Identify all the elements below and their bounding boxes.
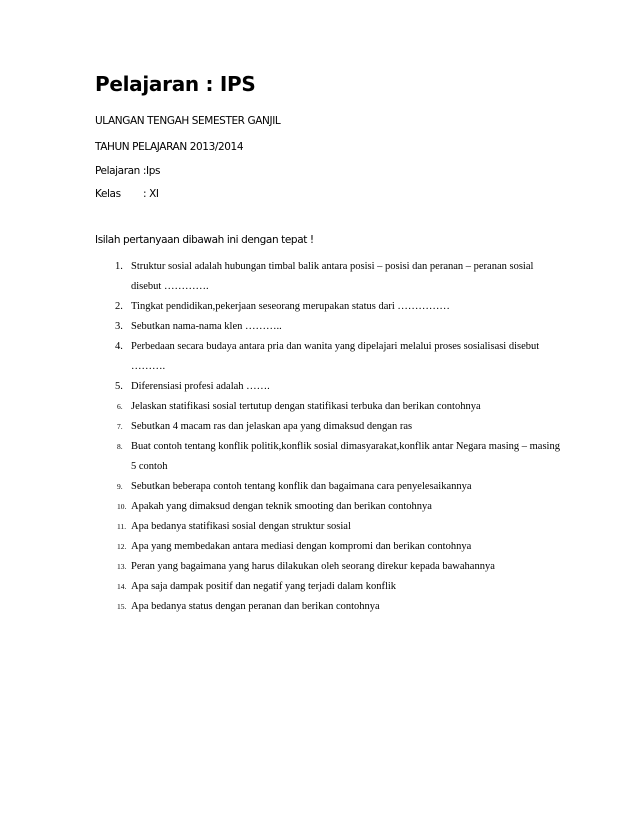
- question-number: 5.: [115, 381, 123, 392]
- question-text: Struktur sosial adalah hubungan timbal balik antara posisi – posisi dan peranan – peranan sosial disebut ………….: [131, 261, 534, 292]
- question-number: 7.: [117, 422, 123, 431]
- question-number: 13.: [117, 562, 127, 571]
- question-item: [95, 397, 565, 417]
- question-item: [95, 377, 565, 397]
- question-number: 9.: [117, 482, 123, 491]
- question-item: [95, 597, 565, 617]
- question-text: Apa bedanya status dengan peranan dan berikan contohnya: [131, 601, 380, 612]
- question-number: 8.: [117, 442, 123, 451]
- question-item: [95, 297, 565, 317]
- question-item: [95, 517, 565, 537]
- question-number: 4.: [115, 341, 123, 352]
- question-number: 6.: [117, 402, 123, 411]
- question-number: 14.: [117, 582, 127, 591]
- question-item: [95, 477, 565, 497]
- question-text: Apa saja dampak positif dan negatif yang terjadi dalam konflik: [131, 581, 397, 592]
- question-number: 11.: [117, 522, 127, 531]
- question-item: [95, 437, 565, 477]
- question-text: Sebutkan nama-nama klen ………..: [131, 321, 282, 332]
- class-label: Kelas: [95, 188, 121, 200]
- question-number: 3.: [115, 321, 123, 332]
- subject-line: Pelajaran :Ips: [95, 165, 161, 177]
- question-text: Jelaskan statifikasi sosial tertutup dengan statifikasi terbuka dan berikan contohnya: [131, 401, 481, 412]
- question-number: 1.: [115, 261, 123, 272]
- question-text: Peran yang bagaimana yang harus dilakukan oleh seorang direkur kepada bawahannya: [131, 561, 495, 572]
- question-item: [95, 537, 565, 557]
- question-text: Sebutkan 4 macam ras dan jelaskan apa yang dimaksud dengan ras: [131, 421, 413, 432]
- question-number: 15.: [117, 602, 127, 611]
- academic-year: TAHUN PELAJARAN 2013/2014: [95, 141, 244, 153]
- document-title: Pelajaran : IPS: [95, 72, 256, 96]
- question-item: [95, 337, 565, 377]
- class-value: : XI: [143, 188, 159, 200]
- question-text: Sebutkan beberapa contoh tentang konflik dan bagaimana cara penyelesaikannya: [131, 481, 472, 492]
- question-item: [95, 497, 565, 517]
- exam-name: ULANGAN TENGAH SEMESTER GANJIL: [95, 115, 281, 127]
- question-item: [95, 417, 565, 437]
- question-item: [95, 317, 565, 337]
- question-text: Tingkat pendidikan,pekerjaan seseorang merupakan status dari ……………: [131, 301, 450, 312]
- question-number: 10.: [117, 502, 127, 511]
- question-text: Perbedaan secara budaya antara pria dan wanita yang dipelajari melalui proses sosialisasi disebut ……….: [131, 341, 540, 372]
- question-list: [95, 257, 565, 617]
- question-number: 2.: [115, 301, 123, 312]
- question-text: Apa yang membedakan antara mediasi dengan kompromi dan berikan contohnya: [131, 541, 472, 552]
- question-item: [95, 577, 565, 597]
- question-text: Apakah yang dimaksud dengan teknik smooting dan berikan contohnya: [131, 501, 432, 512]
- question-item: [95, 557, 565, 577]
- question-text: Buat contoh tentang konflik politik,konflik sosial dimasyarakat,konflik antar Negara masing – masing 5 contoh: [131, 441, 560, 472]
- class-line: [95, 188, 159, 200]
- question-text: Diferensiasi profesi adalah …….: [131, 381, 270, 392]
- question-number: 12.: [117, 542, 127, 551]
- question-text: Apa bedanya statifikasi sosial dengan struktur sosial: [131, 521, 351, 532]
- question-item: [95, 257, 565, 297]
- instruction-text: Isilah pertanyaan dibawah ini dengan tepat !: [95, 234, 314, 246]
